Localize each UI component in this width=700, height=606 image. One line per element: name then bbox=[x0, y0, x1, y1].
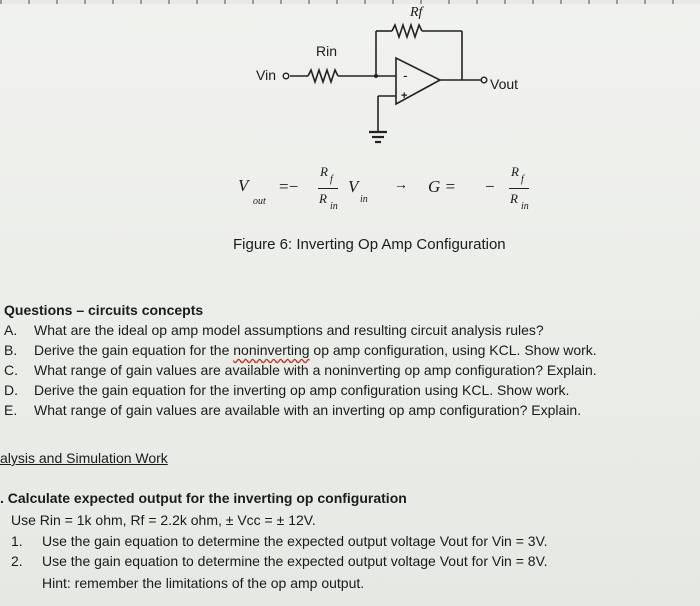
eq-gain-lhs: G = bbox=[428, 177, 456, 196]
questions-heading: Questions – circuits concepts bbox=[4, 302, 204, 318]
eq-gain-minus: − bbox=[485, 177, 495, 196]
question-letter: B. bbox=[4, 342, 18, 358]
question-text-post: op amp configuration, using KCL. Show work. bbox=[309, 342, 597, 358]
rf-resistor bbox=[392, 25, 422, 37]
question-letter: A. bbox=[4, 322, 18, 338]
question-letter: C. bbox=[4, 362, 18, 378]
analysis-heading: alysis and Simulation Work bbox=[0, 450, 168, 466]
question-text: What are the ideal op amp model assumptions and resulting circuit analysis rules? bbox=[34, 322, 544, 338]
eq-equals-minus: =− bbox=[279, 177, 299, 196]
eq-gain-fraction-bar bbox=[509, 188, 529, 189]
rf-label: Rf bbox=[410, 5, 423, 20]
question-letter: E. bbox=[4, 402, 18, 418]
question-text: Derive the gain equation for the inverting op amp configuration using KCL. Show work. bbox=[34, 382, 570, 398]
question-text bbox=[34, 340, 597, 360]
question-text: What range of gain values are available with a noninverting op amp configuration? Explain. bbox=[34, 362, 597, 378]
calc-step-number: 1. bbox=[11, 533, 23, 549]
eq-num-r: R bbox=[320, 164, 328, 179]
vout-terminal bbox=[481, 77, 487, 83]
eq-vout-v: V bbox=[238, 176, 249, 195]
eq-fraction-bar bbox=[318, 188, 338, 189]
calc-hint: Hint: remember the limitations of the op amp output. bbox=[42, 575, 365, 591]
vin-label: Vin bbox=[256, 67, 276, 83]
vin-terminal bbox=[283, 73, 289, 79]
calc-step-number: 2. bbox=[11, 553, 23, 569]
figure-caption: Figure 6: Inverting Op Amp Configuration bbox=[233, 236, 506, 253]
spellcheck-word: noninverting bbox=[233, 342, 310, 358]
calc-title: . Calculate expected output for the inverting op configuration bbox=[0, 490, 407, 506]
eq-arrow: → bbox=[394, 178, 408, 193]
vout-label: Vout bbox=[490, 76, 519, 92]
eq-gden-r: R bbox=[510, 191, 518, 206]
question-text: What range of gain values are available with an inverting op amp configuration? Explain. bbox=[34, 402, 582, 418]
eq-vin-sub: in bbox=[360, 194, 368, 205]
calc-given-values: Use Rin = 1k ohm, Rf = 2.2k ohm, ± Vcc = ± 12V. bbox=[11, 512, 316, 528]
question-letter: D. bbox=[4, 382, 18, 398]
eq-gnum-sub: f bbox=[521, 174, 524, 185]
eq-vout-sub: out bbox=[253, 196, 266, 207]
eq-vin-v: V bbox=[348, 177, 359, 196]
question-text-pre: Derive the gain equation for the bbox=[34, 342, 234, 358]
calc-step-text: Use the gain equation to determine the expected output voltage Vout for Vin = 8V. bbox=[42, 553, 548, 569]
inverting-sign: - bbox=[403, 67, 408, 83]
calc-step-text: Use the gain equation to determine the expected output voltage Vout for Vin = 3V. bbox=[42, 533, 548, 549]
eq-gden-sub: in bbox=[521, 201, 529, 212]
rin-resistor bbox=[308, 70, 338, 82]
eq-den-sub: in bbox=[330, 201, 338, 212]
eq-gnum-r: R bbox=[511, 164, 519, 179]
junction-dot bbox=[374, 74, 378, 78]
noninverting-sign: + bbox=[401, 90, 408, 102]
rin-label: Rin bbox=[316, 43, 338, 59]
eq-num-sub: f bbox=[330, 174, 333, 185]
eq-den-r: R bbox=[319, 191, 327, 206]
